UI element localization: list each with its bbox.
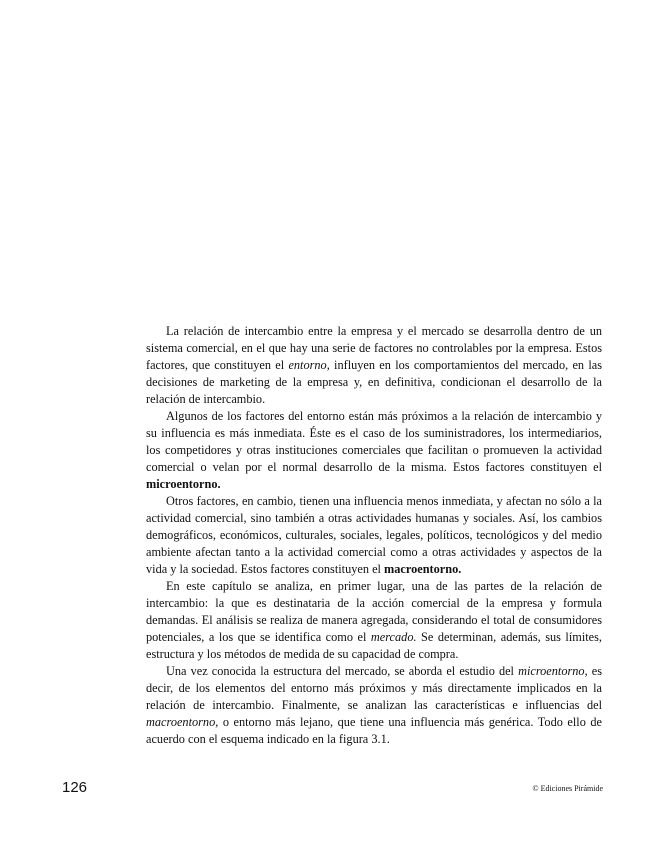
paragraph-mercado [146,578,602,663]
paragraph-summary [146,663,602,748]
text-segment: Una vez conocida la estructura del mercado, se aborda el estudio del [166,664,519,678]
text-segment: Algunos de los factores del entorno están más próximos a la relación de intercambio y su influencia es más inmediata. Éste es el caso de los suministradores, los intermediarios, los competidores y otras instituciones comerciales que facilitan o promueven la actividad comercial o velan por el normal desarrollo de la misma. Estos factores constituyen el [146,409,602,474]
text-segment: Otros factores, en cambio, tienen una influencia menos inmediata, y afectan no sólo a la actividad comercial, sino también a otras actividades humanas y sociales. Así, los cambios demográficos, económicos, culturales, sociales, legales, políticos, tecnológicos y del medio ambiente afectan tanto a la actividad comercial como a otras actividades y aspectos de la vida y la sociedad. Estos factores constituyen el [146,494,602,576]
page-number: 126 [62,779,88,796]
term-microentorno: microentorno. [146,477,221,491]
paragraph-macroentorno [146,493,602,578]
paragraph-intro [146,323,602,408]
term-mercado: mercado. [370,630,417,644]
body-text [146,323,602,748]
text-segment: La relación de intercambio entre la empresa y el mercado se desarrolla dentro de un sistema comercial, en el que hay una serie de factores no controlables por la empresa. Estos factores, que constituyen el [146,324,602,372]
term-microentorno-italic: microentorno, [518,664,588,678]
paragraph-microentorno [146,408,602,493]
text-segment: En este capítulo se analiza, en primer lugar, una de las partes de la relación de intercambio: la que es destinataria de la acción comercial de la empresa y formula demandas. El análisis se realiza de manera agregada, considerando el total de consumidores potenciales, a los que se identifica como el [146,579,602,644]
term-macroentorno: macroentorno. [384,562,462,576]
text-segment: o entorno más lejano, que tiene una influencia más genérica. Todo ello de acuerdo con el esquema indicado en la figura 3.1. [146,715,602,746]
term-entorno: entorno, [288,358,330,372]
text-segment: es decir, de los elementos del entorno más próximos y más directamente implicados en la relación de intercambio. Finalmente, se analizan las características e influencias del [146,664,602,712]
text-segment: influyen en los comportamientos del mercado, en las decisiones de marketing de la empresa y, en definitiva, condicionan el desarrollo de la relación de intercambio. [146,358,603,406]
publisher-credit: © Ediciones Pirámide [532,784,603,793]
term-macroentorno-italic: macroentorno, [146,715,219,729]
text-segment: Se determinan, además, sus límites, estructura y los métodos de medida de su capacidad de compra. [146,630,602,661]
